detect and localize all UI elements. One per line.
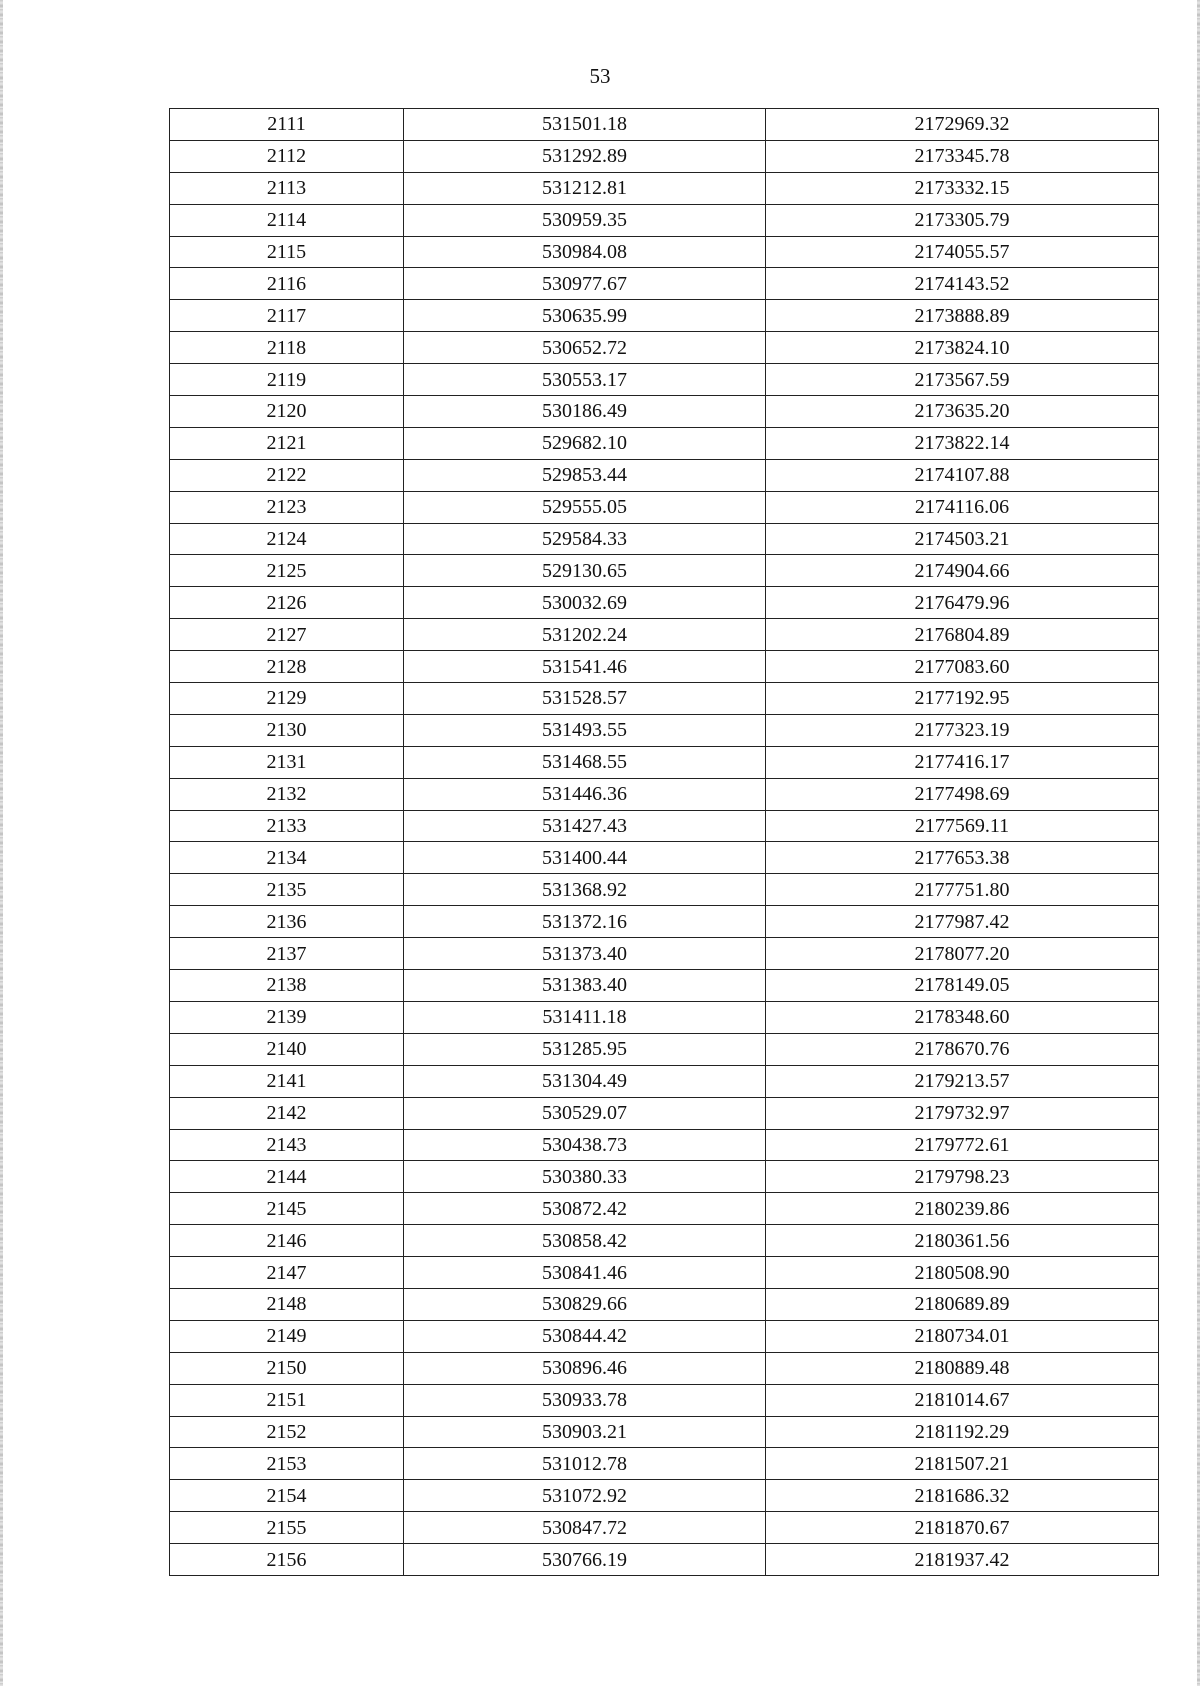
y-coordinate-cell: 2176804.89 [766, 619, 1159, 651]
x-coordinate-cell: 531493.55 [404, 714, 766, 746]
table-row [170, 1480, 1159, 1512]
x-coordinate-cell: 530438.73 [404, 1129, 766, 1161]
point-id-cell: 2130 [170, 714, 404, 746]
y-coordinate-cell: 2177987.42 [766, 906, 1159, 938]
x-coordinate-cell: 530977.67 [404, 268, 766, 300]
y-coordinate-cell: 2173305.79 [766, 204, 1159, 236]
x-coordinate-cell: 531501.18 [404, 109, 766, 141]
table-row [170, 1193, 1159, 1225]
point-id-cell: 2144 [170, 1161, 404, 1193]
table-row [170, 204, 1159, 236]
x-coordinate-cell: 530959.35 [404, 204, 766, 236]
x-coordinate-cell: 531468.55 [404, 746, 766, 778]
x-coordinate-cell: 531528.57 [404, 683, 766, 715]
y-coordinate-cell: 2174116.06 [766, 491, 1159, 523]
point-id-cell: 2131 [170, 746, 404, 778]
y-coordinate-cell: 2181870.67 [766, 1512, 1159, 1544]
point-id-cell: 2125 [170, 555, 404, 587]
x-coordinate-cell: 530933.78 [404, 1384, 766, 1416]
point-id-cell: 2119 [170, 364, 404, 396]
y-coordinate-cell: 2173332.15 [766, 172, 1159, 204]
x-coordinate-cell: 531411.18 [404, 1001, 766, 1033]
x-coordinate-cell: 531012.78 [404, 1448, 766, 1480]
point-id-cell: 2154 [170, 1480, 404, 1512]
table-row [170, 587, 1159, 619]
y-coordinate-cell: 2174904.66 [766, 555, 1159, 587]
y-coordinate-cell: 2178149.05 [766, 970, 1159, 1002]
table-row [170, 970, 1159, 1002]
x-coordinate-cell: 531292.89 [404, 140, 766, 172]
table-row [170, 938, 1159, 970]
x-coordinate-cell: 530858.42 [404, 1225, 766, 1257]
table-body [170, 109, 1159, 1576]
table-row [170, 364, 1159, 396]
point-id-cell: 2128 [170, 651, 404, 683]
scan-edge-left [0, 0, 3, 1686]
table-row [170, 1257, 1159, 1289]
table-row [170, 396, 1159, 428]
x-coordinate-cell: 529853.44 [404, 459, 766, 491]
x-coordinate-cell: 530186.49 [404, 396, 766, 428]
x-coordinate-cell: 531446.36 [404, 778, 766, 810]
y-coordinate-cell: 2181686.32 [766, 1480, 1159, 1512]
x-coordinate-cell: 529130.65 [404, 555, 766, 587]
y-coordinate-cell: 2178670.76 [766, 1033, 1159, 1065]
x-coordinate-cell: 530635.99 [404, 300, 766, 332]
point-id-cell: 2113 [170, 172, 404, 204]
x-coordinate-cell: 531285.95 [404, 1033, 766, 1065]
x-coordinate-cell: 531383.40 [404, 970, 766, 1002]
table-row [170, 236, 1159, 268]
y-coordinate-cell: 2179798.23 [766, 1161, 1159, 1193]
point-id-cell: 2114 [170, 204, 404, 236]
point-id-cell: 2126 [170, 587, 404, 619]
y-coordinate-cell: 2173888.89 [766, 300, 1159, 332]
table-row [170, 714, 1159, 746]
y-coordinate-cell: 2177498.69 [766, 778, 1159, 810]
y-coordinate-cell: 2177192.95 [766, 683, 1159, 715]
x-coordinate-cell: 530829.66 [404, 1288, 766, 1320]
y-coordinate-cell: 2173824.10 [766, 332, 1159, 364]
table-row [170, 619, 1159, 651]
x-coordinate-cell: 531368.92 [404, 874, 766, 906]
x-coordinate-cell: 531541.46 [404, 651, 766, 683]
point-id-cell: 2155 [170, 1512, 404, 1544]
x-coordinate-cell: 530380.33 [404, 1161, 766, 1193]
x-coordinate-cell: 529555.05 [404, 491, 766, 523]
y-coordinate-cell: 2180508.90 [766, 1257, 1159, 1289]
y-coordinate-cell: 2174107.88 [766, 459, 1159, 491]
point-id-cell: 2124 [170, 523, 404, 555]
y-coordinate-cell: 2172969.32 [766, 109, 1159, 141]
table-row [170, 1384, 1159, 1416]
point-id-cell: 2149 [170, 1320, 404, 1352]
x-coordinate-cell: 530529.07 [404, 1097, 766, 1129]
y-coordinate-cell: 2173567.59 [766, 364, 1159, 396]
table-row [170, 1320, 1159, 1352]
table-row [170, 1161, 1159, 1193]
point-id-cell: 2129 [170, 683, 404, 715]
table-row [170, 109, 1159, 141]
y-coordinate-cell: 2174503.21 [766, 523, 1159, 555]
y-coordinate-cell: 2181937.42 [766, 1544, 1159, 1576]
y-coordinate-cell: 2173822.14 [766, 427, 1159, 459]
x-coordinate-cell: 529682.10 [404, 427, 766, 459]
table-row [170, 523, 1159, 555]
table-row [170, 1065, 1159, 1097]
point-id-cell: 2140 [170, 1033, 404, 1065]
x-coordinate-cell: 530553.17 [404, 364, 766, 396]
table-row [170, 300, 1159, 332]
point-id-cell: 2115 [170, 236, 404, 268]
point-id-cell: 2142 [170, 1097, 404, 1129]
x-coordinate-cell: 530766.19 [404, 1544, 766, 1576]
point-id-cell: 2156 [170, 1544, 404, 1576]
table-row [170, 459, 1159, 491]
y-coordinate-cell: 2179213.57 [766, 1065, 1159, 1097]
point-id-cell: 2139 [170, 1001, 404, 1033]
point-id-cell: 2153 [170, 1448, 404, 1480]
y-coordinate-cell: 2177323.19 [766, 714, 1159, 746]
table-row [170, 778, 1159, 810]
table-row [170, 874, 1159, 906]
point-id-cell: 2136 [170, 906, 404, 938]
point-id-cell: 2116 [170, 268, 404, 300]
point-id-cell: 2134 [170, 842, 404, 874]
y-coordinate-cell: 2174055.57 [766, 236, 1159, 268]
x-coordinate-cell: 531427.43 [404, 810, 766, 842]
y-coordinate-cell: 2181507.21 [766, 1448, 1159, 1480]
table-row [170, 651, 1159, 683]
y-coordinate-cell: 2180689.89 [766, 1288, 1159, 1320]
point-id-cell: 2127 [170, 619, 404, 651]
y-coordinate-cell: 2173345.78 [766, 140, 1159, 172]
table-row [170, 1448, 1159, 1480]
point-id-cell: 2118 [170, 332, 404, 364]
point-id-cell: 2145 [170, 1193, 404, 1225]
table-row [170, 268, 1159, 300]
table-row [170, 172, 1159, 204]
x-coordinate-cell: 530844.42 [404, 1320, 766, 1352]
table-row [170, 683, 1159, 715]
page-number: 53 [589, 64, 611, 88]
table-row [170, 1033, 1159, 1065]
y-coordinate-cell: 2180734.01 [766, 1320, 1159, 1352]
y-coordinate-cell: 2180361.56 [766, 1225, 1159, 1257]
y-coordinate-cell: 2180889.48 [766, 1352, 1159, 1384]
y-coordinate-cell: 2177751.80 [766, 874, 1159, 906]
x-coordinate-cell: 530872.42 [404, 1193, 766, 1225]
table-row [170, 427, 1159, 459]
table-row [170, 810, 1159, 842]
point-id-cell: 2146 [170, 1225, 404, 1257]
table-row [170, 746, 1159, 778]
x-coordinate-cell: 530652.72 [404, 332, 766, 364]
table-row [170, 1097, 1159, 1129]
point-id-cell: 2111 [170, 109, 404, 141]
point-id-cell: 2150 [170, 1352, 404, 1384]
table-row [170, 1544, 1159, 1576]
point-id-cell: 2112 [170, 140, 404, 172]
x-coordinate-cell: 530032.69 [404, 587, 766, 619]
y-coordinate-cell: 2181014.67 [766, 1384, 1159, 1416]
x-coordinate-cell: 530984.08 [404, 236, 766, 268]
x-coordinate-cell: 531373.40 [404, 938, 766, 970]
table-row [170, 1416, 1159, 1448]
point-id-cell: 2120 [170, 396, 404, 428]
x-coordinate-cell: 529584.33 [404, 523, 766, 555]
x-coordinate-cell: 531212.81 [404, 172, 766, 204]
point-id-cell: 2132 [170, 778, 404, 810]
point-id-cell: 2148 [170, 1288, 404, 1320]
point-id-cell: 2123 [170, 491, 404, 523]
x-coordinate-cell: 530903.21 [404, 1416, 766, 1448]
y-coordinate-cell: 2178077.20 [766, 938, 1159, 970]
x-coordinate-cell: 531372.16 [404, 906, 766, 938]
table-row [170, 1288, 1159, 1320]
point-id-cell: 2117 [170, 300, 404, 332]
point-id-cell: 2137 [170, 938, 404, 970]
point-id-cell: 2135 [170, 874, 404, 906]
point-id-cell: 2143 [170, 1129, 404, 1161]
y-coordinate-cell: 2173635.20 [766, 396, 1159, 428]
table-row [170, 842, 1159, 874]
table-row [170, 1352, 1159, 1384]
x-coordinate-cell: 531202.24 [404, 619, 766, 651]
y-coordinate-cell: 2177569.11 [766, 810, 1159, 842]
y-coordinate-cell: 2181192.29 [766, 1416, 1159, 1448]
x-coordinate-cell: 531072.92 [404, 1480, 766, 1512]
y-coordinate-cell: 2174143.52 [766, 268, 1159, 300]
y-coordinate-cell: 2178348.60 [766, 1001, 1159, 1033]
x-coordinate-cell: 531400.44 [404, 842, 766, 874]
y-coordinate-cell: 2179732.97 [766, 1097, 1159, 1129]
point-id-cell: 2138 [170, 970, 404, 1002]
table-row [170, 555, 1159, 587]
point-id-cell: 2141 [170, 1065, 404, 1097]
y-coordinate-cell: 2177083.60 [766, 651, 1159, 683]
x-coordinate-cell: 530896.46 [404, 1352, 766, 1384]
table-row [170, 1129, 1159, 1161]
table-row [170, 1512, 1159, 1544]
table-row [170, 906, 1159, 938]
point-id-cell: 2152 [170, 1416, 404, 1448]
table-row [170, 140, 1159, 172]
x-coordinate-cell: 530847.72 [404, 1512, 766, 1544]
table-row [170, 1001, 1159, 1033]
y-coordinate-cell: 2179772.61 [766, 1129, 1159, 1161]
point-id-cell: 2147 [170, 1257, 404, 1289]
y-coordinate-cell: 2177653.38 [766, 842, 1159, 874]
point-id-cell: 2151 [170, 1384, 404, 1416]
point-id-cell: 2122 [170, 459, 404, 491]
y-coordinate-cell: 2177416.17 [766, 746, 1159, 778]
coordinate-table [169, 108, 1159, 1576]
point-id-cell: 2133 [170, 810, 404, 842]
y-coordinate-cell: 2176479.96 [766, 587, 1159, 619]
table-row [170, 1225, 1159, 1257]
table-row [170, 332, 1159, 364]
point-id-cell: 2121 [170, 427, 404, 459]
table-row [170, 491, 1159, 523]
y-coordinate-cell: 2180239.86 [766, 1193, 1159, 1225]
x-coordinate-cell: 531304.49 [404, 1065, 766, 1097]
x-coordinate-cell: 530841.46 [404, 1257, 766, 1289]
